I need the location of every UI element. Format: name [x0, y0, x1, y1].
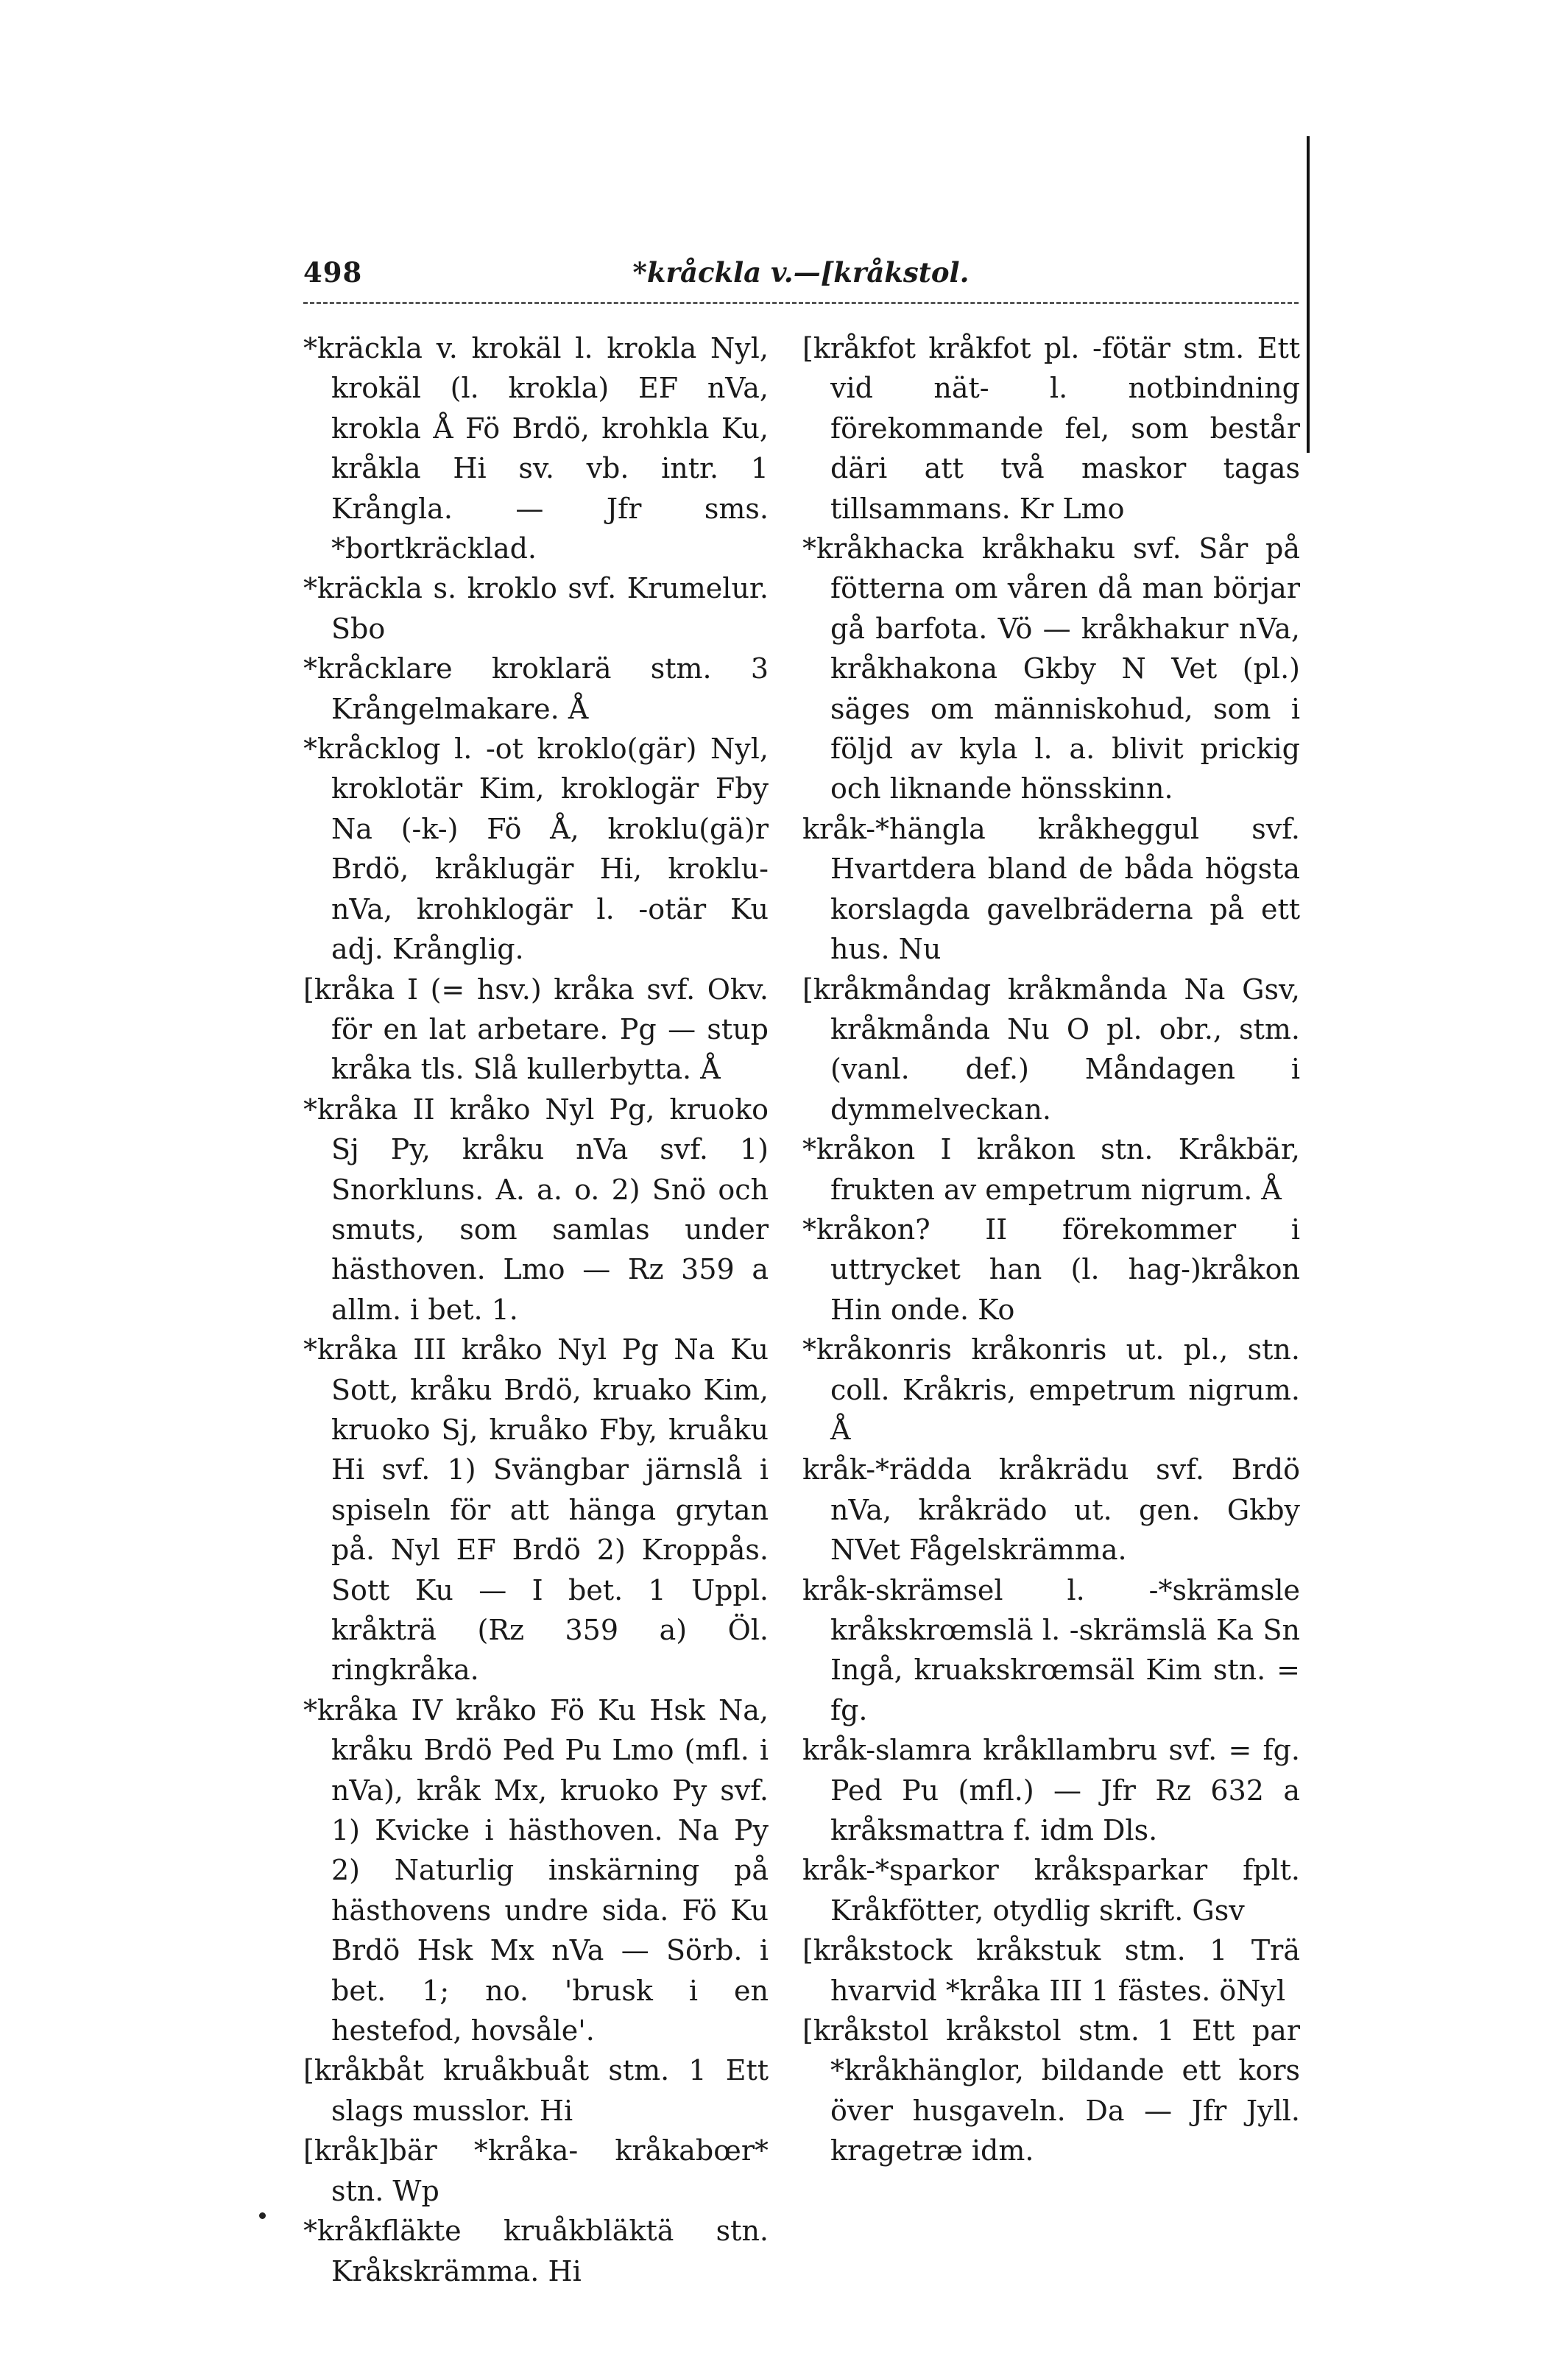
- dictionary-entry: [kråkbåt kruåkbuåt stm. 1 Ett slags musslor. Hi: [303, 2054, 769, 2127]
- dictionary-entry: kråk-*hängla kråkheggul svf. Hvartdera bland de båda högsta korslagda gavelbräderna på ett hus. Nu: [802, 812, 1300, 966]
- dictionary-entry: kråk-skrämsel l. -*skrämsle kråkskrœmslä l. -skrämslä Ka Sn Ingå, kruakskrœmsäl Kim stn. = fg.: [802, 1573, 1300, 1726]
- left-column: [303, 328, 769, 2291]
- dictionary-entry: *kråka IV kråko Fö Ku Hsk Na, kråku Brdö Ped Pu Lmo (mfl. i nVa), kråk Mx, kruoko Py svf. 1) Kvicke i hästhoven. Na Py 2) Naturlig inskärning på hästhovens undre sida. Fö Ku Brdö Hsk Mx nVa — Sörb. i bet. 1; no. 'brusk i en hestefod, hovsåle'.: [303, 1693, 769, 2047]
- dictionary-entry: *kråkfläkte kruåkbläktä stn. Kråkskrämma. Hi: [303, 2215, 769, 2287]
- dictionary-entry: kråk-slamra kråkllambru svf. = fg. Ped Pu (mfl.) — Jfr Rz 632 a kråksmattra f. idm Dls.: [802, 1734, 1300, 1847]
- dictionary-entry: *kråcklog l. -ot kroklo(gär) Nyl, kroklotär Kim, kroklogär Fby Na (-k-) Fö Å, kroklu(gä)r Brdö, kråklugär Hi, kroklu- nVa, krohklogär l. -otär Ku adj. Krånglig.: [303, 733, 769, 966]
- page-number: 498: [303, 256, 363, 289]
- dictionary-entry: [kråkmåndag kråkmånda Na Gsv, kråkmånda Nu O pl. obr., stm. (vanl. def.) Måndagen i dymmelveckan.: [802, 973, 1300, 1126]
- dictionary-entry: *kräckla s. kroklo svf. Krumelur. Sbo: [303, 572, 769, 645]
- dictionary-entry: *kråkon? II förekommer i uttrycket han (l. hag-)kråkon Hin onde. Ko: [802, 1213, 1300, 1326]
- dictionary-entry: [kråk]bär *kråka- kråkabœr* stn. Wp: [303, 2134, 769, 2207]
- dictionary-entry: *kråcklare kroklarä stm. 3 Krångelmakare. Å: [303, 652, 769, 725]
- running-head: *kråckla v.—[kråkstol.: [632, 256, 970, 289]
- dictionary-entry: *kråkonris kråkonris ut. pl., stn. coll. Kråkris, empetrum nigrum. Å: [802, 1333, 1300, 1446]
- right-column: [802, 328, 1300, 2171]
- dictionary-entry: [kråkfot kråkfot pl. -fötär stm. Ett vid nät- l. notbindning förekommande fel, som består däri att två maskor tagas tillsammans. Kr Lmo: [802, 332, 1300, 525]
- margin-rule: [1307, 136, 1310, 453]
- dictionary-entry: *kråkon I kråkon stn. Kråkbär, frukten av empetrum nigrum. Å: [802, 1133, 1300, 1206]
- header-rule: [303, 302, 1299, 304]
- dictionary-entry: [kråkstol kråkstol stm. 1 Ett par *kråkhänglor, bildande ett kors över husgaveln. Da — Jfr Jyll. kragetræ idm.: [802, 2014, 1300, 2167]
- dictionary-entry: *kråka II kråko Nyl Pg, kruoko Sj Py, kråku nVa svf. 1) Snorkluns. A. a. o. 2) Snö och smuts, som samlas under hästhoven. Lmo — Rz 359 a allm. i bet. 1.: [303, 1093, 769, 1326]
- dictionary-entry: *kräckla v. krokäl l. krokla Nyl, krokäl (l. krokla) EF nVa, krokla Å Fö Brdö, krohkla Ku, kråkla Hi sv. vb. intr. 1 Krångla. — Jfr sms. *bortkräcklad.: [303, 332, 769, 565]
- dictionary-entry: *kråkhacka kråkhaku svf. Sår på fötterna om våren då man börjar gå barfota. Vö — kråkhakur nVa, kråkhakona Gkby N Vet (pl.) säges om människohud, som i följd av kyla l. a. blivit prickig och liknande hönsskinn.: [802, 532, 1300, 805]
- dictionary-entry: kråk-*sparkor kråksparkar fplt. Kråkfötter, otydlig skrift. Gsv: [802, 1854, 1300, 1927]
- page-header: [303, 256, 1299, 300]
- dictionary-entry: *kråka III kråko Nyl Pg Na Ku Sott, kråku Brdö, kruako Kim, kruoko Sj, kruåko Fby, kruåku Hi svf. 1) Svängbar järnslå i spiseln för att hänga grytan på. Nyl EF Brdö 2) Kroppås. Sott Ku — I bet. 1 Uppl. kråkträ (Rz 359 a) Öl. ringkråka.: [303, 1333, 769, 1687]
- dictionary-entry: kråk-*rädda kråkrädu svf. Brdö nVa, kråkrädo ut. gen. Gkby NVet Fågelskrämma.: [802, 1453, 1300, 1567]
- dictionary-entry: [kråka I (= hsv.) kråka svf. Okv. för en lat arbetare. Pg — stup kråka tls. Slå kullerbytta. Å: [303, 973, 769, 1086]
- dictionary-entry: [kråkstock kråkstuk stm. 1 Trä hvarvid *kråka III 1 fästes. öNyl: [802, 1934, 1300, 2007]
- margin-dot: [259, 2212, 266, 2219]
